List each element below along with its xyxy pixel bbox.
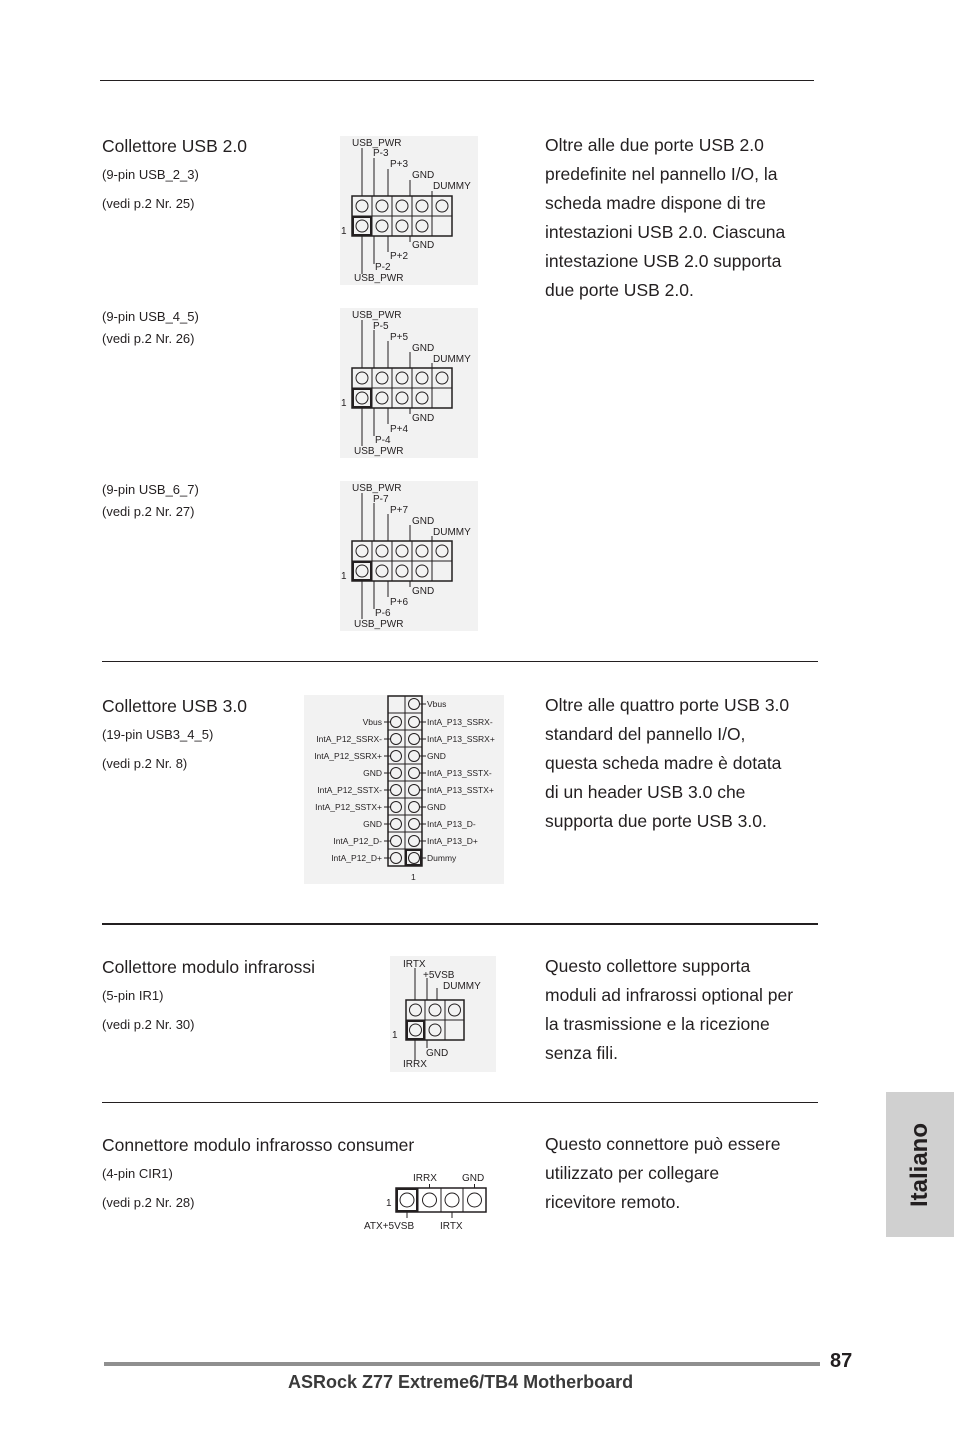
usb30-left-label-7: GND [363, 819, 382, 829]
usb20-h1-top-3: GND [412, 170, 435, 181]
usb20-h2-bottom-0: GND [412, 413, 435, 424]
ir-title: Collettore modulo infrarossi [102, 957, 316, 977]
cir-desc-line-1: Questo connettore può essere [545, 1134, 781, 1154]
footer-rule [104, 1362, 820, 1366]
cir-top-label-2: GND [462, 1173, 485, 1184]
ir-pins: (5-pin IR1) [102, 988, 164, 1003]
usb30-left-label-5: IntA_P12_SSTX- [317, 785, 382, 795]
usb30-right-label-4: GND [427, 751, 446, 761]
usb30-right-label-8: IntA_P13_D- [427, 819, 476, 829]
usb20-h3-bottom-0: GND [412, 586, 435, 597]
usb20-description [545, 131, 785, 305]
usb20-h3-top-1: P-7 [373, 494, 389, 505]
usb20-h1-bottom-1: P+2 [390, 251, 409, 262]
usb20-header-1-diagram [340, 136, 478, 285]
usb20-h3-top-2: P+7 [390, 505, 409, 516]
page-number: 87 [830, 1350, 853, 1372]
section-divider-1 [102, 661, 818, 662]
usb20-h2-ref: (vedi p.2 Nr. 26) [102, 331, 195, 346]
usb30-right-label-3: IntA_P13_SSRX+ [427, 734, 495, 744]
usb30-desc-line-2: standard del pannello I/O, [545, 724, 746, 744]
ir-ref: (vedi p.2 Nr. 30) [102, 1017, 195, 1032]
top-rule [100, 80, 814, 81]
usb20-h2-top-2: P+5 [390, 332, 409, 343]
ir-desc-line-3: la trasmissione e la ricezione [545, 1014, 770, 1034]
usb30-left-label-9: IntA_P12_D+ [331, 853, 382, 863]
usb20-desc-line-6: due porte USB 2.0. [545, 280, 694, 300]
usb20-h1-bottom-0: GND [412, 240, 435, 251]
usb20-title: Collettore USB 2.0 [102, 136, 247, 156]
section-divider-3 [102, 1102, 818, 1103]
cir-bottom-label-1: ATX+5VSB [364, 1221, 415, 1232]
usb20-header-2-diagram [340, 308, 478, 458]
usb20-h2-top-3: GND [412, 343, 435, 354]
usb30-left-label-8: IntA_P12_D- [333, 836, 382, 846]
usb30-left-label-3: IntA_P12_SSRX+ [314, 751, 382, 761]
ir-bottom-label-2: IRRX [403, 1059, 427, 1070]
usb30-right-label-1: Vbus [427, 699, 447, 709]
cir-title: Connettore modulo infrarosso consumer [102, 1135, 415, 1155]
ir-top-label-1: IRTX [403, 959, 426, 970]
usb20-h3-top-0: USB_PWR [352, 483, 402, 494]
usb20-h2-top-0: USB_PWR [352, 310, 402, 321]
language-side-tab [886, 1092, 954, 1237]
ir-top-label-3: DUMMY [443, 981, 481, 992]
cir-desc-line-2: utilizzato per collegare [545, 1163, 720, 1183]
usb30-title: Collettore USB 3.0 [102, 696, 247, 716]
usb30-desc-line-4: di un header USB 3.0 che [545, 782, 746, 802]
usb30-right-label-6: IntA_P13_SSTX+ [427, 785, 494, 795]
usb20-h2-bottom-3: USB_PWR [354, 446, 404, 457]
ir-pin1: 1 [392, 1030, 398, 1041]
usb20-h3-bottom-1: P+6 [390, 597, 409, 608]
ir-top-label-2: +5VSB [423, 970, 455, 981]
usb20-h3-ref: (vedi p.2 Nr. 27) [102, 504, 195, 519]
usb30-right-label-5: IntA_P13_SSTX- [427, 768, 492, 778]
usb30-pins: (19-pin USB3_4_5) [102, 727, 214, 742]
usb20-desc-line-3: scheda madre dispone di tre [545, 193, 766, 213]
ir-desc-line-4: senza fili. [545, 1043, 618, 1063]
usb30-header-diagram [304, 695, 504, 884]
usb30-right-label-9: IntA_P13_D+ [427, 836, 478, 846]
usb20-h2-pin1: 1 [341, 398, 347, 409]
usb20-h3-bottom-3: USB_PWR [354, 619, 404, 630]
usb20-h3-top-4: DUMMY [433, 527, 471, 538]
usb20-h1-pins: (9-pin USB_2_3) [102, 167, 199, 182]
cir-desc-line-3: ricevitore remoto. [545, 1192, 681, 1212]
usb20-h3-pin1: 1 [341, 571, 347, 582]
usb30-left-label-6: IntA_P12_SSTX+ [315, 802, 382, 812]
ir-header-diagram [390, 956, 496, 1072]
cir-description [545, 1130, 780, 1217]
ir-bottom-label-1: GND [426, 1048, 449, 1059]
usb30-desc-line-3: questa scheda madre è dotata [545, 753, 782, 773]
usb20-header-3-diagram [340, 481, 478, 631]
cir-ref: (vedi p.2 Nr. 28) [102, 1195, 195, 1210]
usb30-left-label-1: Vbus [362, 717, 382, 727]
usb20-h2-pins: (9-pin USB_4_5) [102, 309, 199, 324]
usb30-left-label-2: IntA_P12_SSRX- [316, 734, 382, 744]
usb20-h2-top-1: P-5 [373, 321, 389, 332]
usb20-h1-top-0: USB_PWR [352, 138, 402, 149]
usb30-right-label-2: IntA_P13_SSRX- [427, 717, 493, 727]
usb30-right-label-7: GND [427, 802, 446, 812]
cir-header-diagram [360, 1168, 496, 1234]
usb20-h3-bottom-2: P-6 [375, 608, 391, 619]
usb20-h3-top-3: GND [412, 516, 435, 527]
ir-description [545, 952, 793, 1068]
language-side-tab-label: Italiano [906, 1122, 933, 1207]
cir-top-label-1: IRRX [413, 1173, 437, 1184]
usb20-desc-line-1: Oltre alle due porte USB 2.0 [545, 135, 764, 155]
cir-pin1: 1 [386, 1198, 392, 1209]
usb20-h2-bottom-2: P-4 [375, 435, 391, 446]
ir-desc-line-1: Questo collettore supporta [545, 956, 751, 976]
cir-pins: (4-pin CIR1) [102, 1166, 173, 1181]
usb20-h2-top-4: DUMMY [433, 354, 471, 365]
usb20-h1-pin1: 1 [341, 226, 347, 237]
usb20-desc-line-4: intestazioni USB 2.0. Ciascuna [545, 222, 786, 242]
usb20-h1-top-4: DUMMY [433, 181, 471, 192]
usb20-h1-ref: (vedi p.2 Nr. 25) [102, 196, 195, 211]
usb30-left-label-4: GND [363, 768, 382, 778]
usb30-right-label-10: Dummy [427, 853, 457, 863]
section-divider-2 [102, 923, 818, 925]
usb20-h1-bottom-2: P-2 [375, 262, 391, 273]
usb30-desc-line-5: supporta due porte USB 3.0. [545, 811, 767, 831]
usb30-ref: (vedi p.2 Nr. 8) [102, 756, 188, 771]
footer-product-name: ASRock Z77 Extreme6/TB4 Motherboard [288, 1372, 634, 1392]
usb20-h1-top-1: P-3 [373, 148, 389, 159]
usb20-desc-line-5: intestazione USB 2.0 supporta [545, 251, 782, 271]
usb30-desc-line-1: Oltre alle quattro porte USB 3.0 [545, 695, 790, 715]
usb20-h3-pins: (9-pin USB_6_7) [102, 482, 199, 497]
usb30-pin1: 1 [411, 872, 416, 882]
usb20-h1-bottom-3: USB_PWR [354, 273, 404, 284]
cir-bottom-label-2: IRTX [440, 1221, 463, 1232]
usb30-description [545, 691, 789, 836]
usb20-h2-bottom-1: P+4 [390, 424, 409, 435]
ir-desc-line-2: moduli ad infrarossi optional per [545, 985, 794, 1005]
usb20-h1-top-2: P+3 [390, 159, 409, 170]
usb20-desc-line-2: predefinite nel pannello I/O, la [545, 164, 778, 184]
